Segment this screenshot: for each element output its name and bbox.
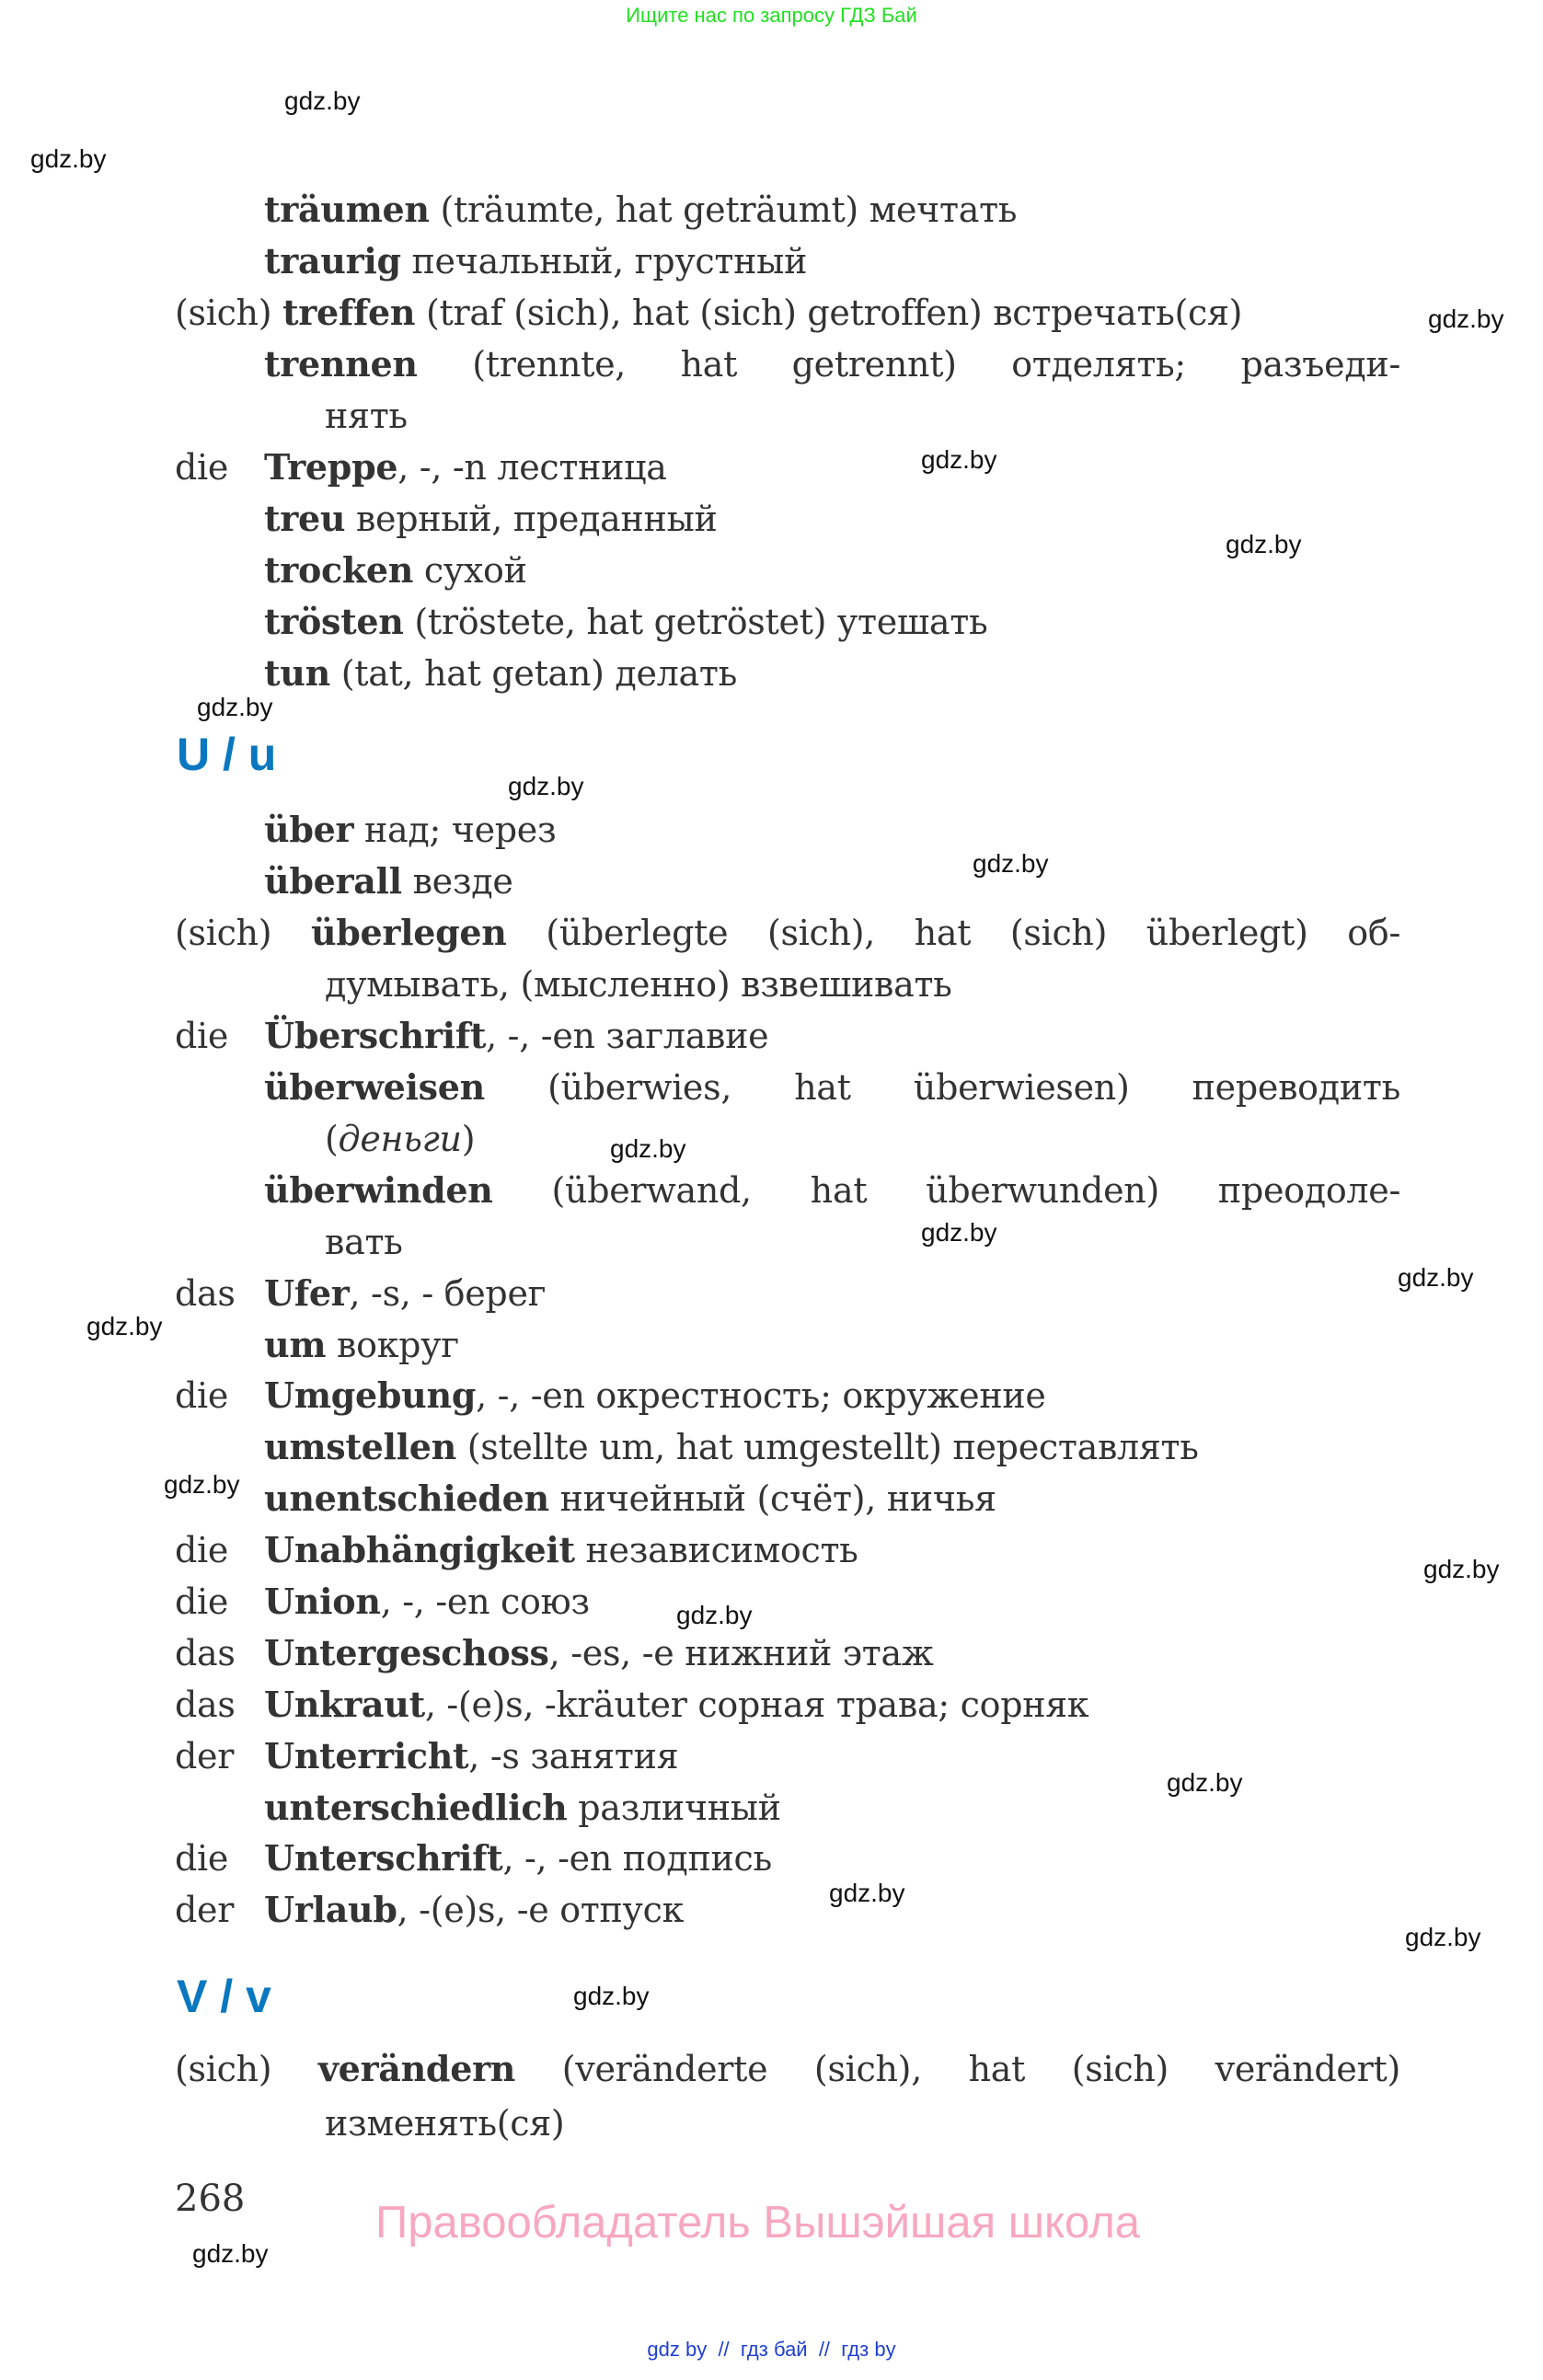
definition: , -, -n лестница bbox=[397, 447, 667, 488]
dictionary-entry bbox=[175, 1627, 934, 1679]
definition: везде bbox=[401, 861, 513, 902]
headword: träumen bbox=[264, 189, 430, 230]
headword: Ufer bbox=[264, 1272, 350, 1314]
dictionary-entry bbox=[264, 648, 737, 699]
headword: treu bbox=[264, 498, 346, 539]
definition: , -, -en союз bbox=[380, 1581, 590, 1622]
headword: überweisen bbox=[264, 1066, 485, 1108]
dictionary-entry bbox=[264, 339, 1400, 390]
headword: Treppe bbox=[264, 446, 398, 488]
definition: различный bbox=[567, 1788, 781, 1828]
definition: вокруг bbox=[326, 1325, 459, 1365]
watermark: gdz.by bbox=[1405, 1923, 1481, 1951]
definition: (überlegte (sich), hat (sich) überlegt) об- bbox=[506, 913, 1400, 953]
entry-continuation bbox=[325, 959, 952, 1010]
watermark: gdz.by bbox=[192, 2239, 269, 2268]
watermark: gdz.by bbox=[921, 445, 997, 474]
headword: traurig bbox=[264, 240, 401, 282]
headword: Urlaub bbox=[264, 1889, 397, 1930]
article: die bbox=[175, 1530, 229, 1570]
continuation-text: нять bbox=[325, 396, 408, 436]
definition: , -(e)s, -e отпуск bbox=[397, 1890, 685, 1930]
dictionary-entry bbox=[175, 287, 1242, 339]
definition: (trennte, hat getrennt) отделять; разъеди- bbox=[417, 344, 1400, 385]
dictionary-entry bbox=[175, 1010, 768, 1062]
dictionary-entry bbox=[264, 804, 556, 856]
definition: (veränderte (sich), hat (sich) verändert) bbox=[515, 2049, 1400, 2089]
definition: (tat, hat getan) делать bbox=[329, 653, 737, 694]
article: der bbox=[175, 1890, 235, 1930]
definition: (überwand, hat überwunden) преодоле- bbox=[492, 1170, 1400, 1211]
continuation-text: изменять(ся) bbox=[325, 2103, 565, 2144]
watermark: gdz.by bbox=[1226, 530, 1302, 558]
watermark: gdz.by bbox=[86, 1312, 163, 1340]
watermark: gdz.by bbox=[197, 693, 273, 721]
dictionary-entry bbox=[264, 1319, 459, 1371]
italic-note: деньги bbox=[338, 1119, 462, 1159]
watermark: gdz.by bbox=[829, 1879, 905, 1907]
headword: Überschrift bbox=[264, 1015, 487, 1056]
dictionary-entry bbox=[264, 1062, 1400, 1113]
headword: trocken bbox=[264, 549, 414, 591]
dictionary-entry bbox=[264, 596, 987, 648]
watermark: gdz.by bbox=[676, 1601, 753, 1629]
headword: Umgebung bbox=[264, 1374, 477, 1416]
watermark: gdz.by bbox=[1167, 1768, 1243, 1797]
watermark: gdz.by bbox=[1398, 1263, 1474, 1292]
entry-continuation bbox=[325, 390, 408, 442]
article: die bbox=[175, 1838, 229, 1879]
definition: , -s, - берег bbox=[349, 1273, 547, 1314]
article: die bbox=[175, 1581, 229, 1622]
watermark: gdz.by bbox=[1423, 1555, 1500, 1583]
definition: , -, -en подпись bbox=[502, 1838, 772, 1879]
dictionary-entry bbox=[175, 1268, 546, 1319]
dictionary-entry bbox=[175, 1370, 1046, 1421]
article: der bbox=[175, 1736, 235, 1776]
article: das bbox=[175, 1633, 236, 1673]
article: die bbox=[175, 1016, 229, 1056]
definition: сухой bbox=[413, 550, 527, 591]
definition: независимость bbox=[574, 1530, 858, 1570]
definition: (träumte, hat geträumt) мечтать bbox=[429, 190, 1018, 230]
entry-continuation bbox=[325, 2098, 564, 2149]
dictionary-entry bbox=[175, 1833, 772, 1884]
headword: unterschiedlich bbox=[264, 1787, 568, 1828]
definition: (tröstete, hat getröstet) утешать bbox=[403, 602, 988, 642]
definition: , -s занятия bbox=[468, 1736, 679, 1776]
headword: verändern bbox=[317, 2048, 516, 2089]
dictionary-entry bbox=[175, 1679, 1088, 1730]
dictionary-entry bbox=[264, 1782, 781, 1834]
continuation-text: думывать, (мысленно) взвешивать bbox=[325, 964, 952, 1005]
reflexive-prefix: (sich) bbox=[175, 913, 311, 953]
continuation-text: вать bbox=[325, 1222, 403, 1262]
headword: Unabhängigkeit bbox=[264, 1529, 575, 1570]
definition: , -(e)s, -kräuter сорная трава; сорняк bbox=[424, 1684, 1089, 1725]
dictionary-entry bbox=[264, 1421, 1199, 1473]
continuation-text: ( bbox=[325, 1119, 339, 1159]
headword: überall bbox=[264, 860, 402, 902]
definition: (überwies, hat überwiesen) переводить bbox=[484, 1067, 1400, 1108]
headword: Unterschrift bbox=[264, 1837, 503, 1879]
dictionary-entry bbox=[264, 184, 1017, 236]
headword: Union bbox=[264, 1581, 381, 1622]
dictionary-entry bbox=[264, 493, 718, 545]
watermark: gdz.by bbox=[1428, 305, 1504, 333]
reflexive-prefix: (sich) bbox=[175, 2049, 318, 2089]
dictionary-entry bbox=[175, 907, 1400, 959]
headword: umstellen bbox=[264, 1426, 456, 1467]
dictionary-entry bbox=[264, 1473, 996, 1524]
watermark: gdz.by bbox=[921, 1218, 997, 1247]
watermark: gdz.by bbox=[508, 772, 584, 800]
article: das bbox=[175, 1684, 236, 1725]
headword: überlegen bbox=[310, 912, 507, 953]
dictionary-entry bbox=[175, 442, 667, 493]
headword: überwinden bbox=[264, 1169, 493, 1211]
dictionary-entry bbox=[175, 2043, 1400, 2095]
headword: um bbox=[264, 1324, 327, 1365]
headword: unentschieden bbox=[264, 1477, 549, 1519]
entry-continuation bbox=[325, 1216, 403, 1268]
definition: ничейный (счёт), ничья bbox=[548, 1478, 996, 1519]
dictionary-entry bbox=[175, 1730, 678, 1782]
headword: treffen bbox=[282, 292, 416, 333]
definition: , -es, -e нижний этаж bbox=[548, 1633, 934, 1673]
article: die bbox=[175, 447, 229, 488]
page-number: 268 bbox=[175, 2178, 246, 2220]
headword: trösten bbox=[264, 601, 404, 642]
definition: , -, -en окрестность; окружение bbox=[476, 1375, 1046, 1416]
dictionary-entry bbox=[264, 856, 513, 907]
reflexive-prefix: (sich) bbox=[175, 293, 283, 333]
headword: über bbox=[264, 809, 354, 850]
definition: (traf (sich), hat (sich) getroffen) встречать(ся) bbox=[415, 293, 1243, 333]
definition: (stellte um, hat umgestellt) переставлять bbox=[455, 1427, 1199, 1467]
dictionary-entry bbox=[175, 1576, 590, 1627]
definition: над; через bbox=[353, 810, 557, 850]
watermark: gdz.by bbox=[164, 1470, 240, 1499]
watermark: gdz.by bbox=[973, 849, 1049, 878]
article: das bbox=[175, 1273, 236, 1314]
entry-continuation bbox=[325, 1113, 475, 1165]
watermark: gdz.by bbox=[30, 144, 107, 173]
dictionary-entry bbox=[264, 236, 807, 287]
section-heading-u: U / u bbox=[177, 729, 277, 780]
headword: Unterricht bbox=[264, 1735, 469, 1776]
headword: tun bbox=[264, 652, 330, 694]
continuation-text: ) bbox=[461, 1119, 476, 1159]
definition: , -, -en заглавие bbox=[486, 1016, 769, 1056]
article: die bbox=[175, 1375, 229, 1416]
dictionary-entry bbox=[264, 545, 527, 596]
dictionary-entry bbox=[175, 1884, 684, 1936]
rights-notice: Правообладатель Вышэйшая школа bbox=[375, 2198, 1141, 2248]
dictionary-entry bbox=[175, 1524, 858, 1576]
watermark: gdz.by bbox=[284, 86, 361, 115]
watermark: gdz.by bbox=[610, 1134, 686, 1163]
headword: Unkraut bbox=[264, 1684, 425, 1725]
definition: верный, преданный bbox=[345, 499, 718, 539]
definition: печальный, грустный bbox=[400, 241, 808, 282]
watermark: gdz.by bbox=[573, 1982, 650, 2010]
headword: trennen bbox=[264, 343, 418, 385]
headword: Untergeschoss bbox=[264, 1632, 549, 1673]
footer-links[interactable]: gdz by // гдз бай // гдз by bbox=[647, 2338, 896, 2361]
top-banner[interactable]: Ищите нас по запросу ГДЗ Бай bbox=[626, 4, 917, 27]
section-heading-v: V / v bbox=[177, 1971, 271, 2022]
dictionary-entry bbox=[264, 1165, 1400, 1216]
